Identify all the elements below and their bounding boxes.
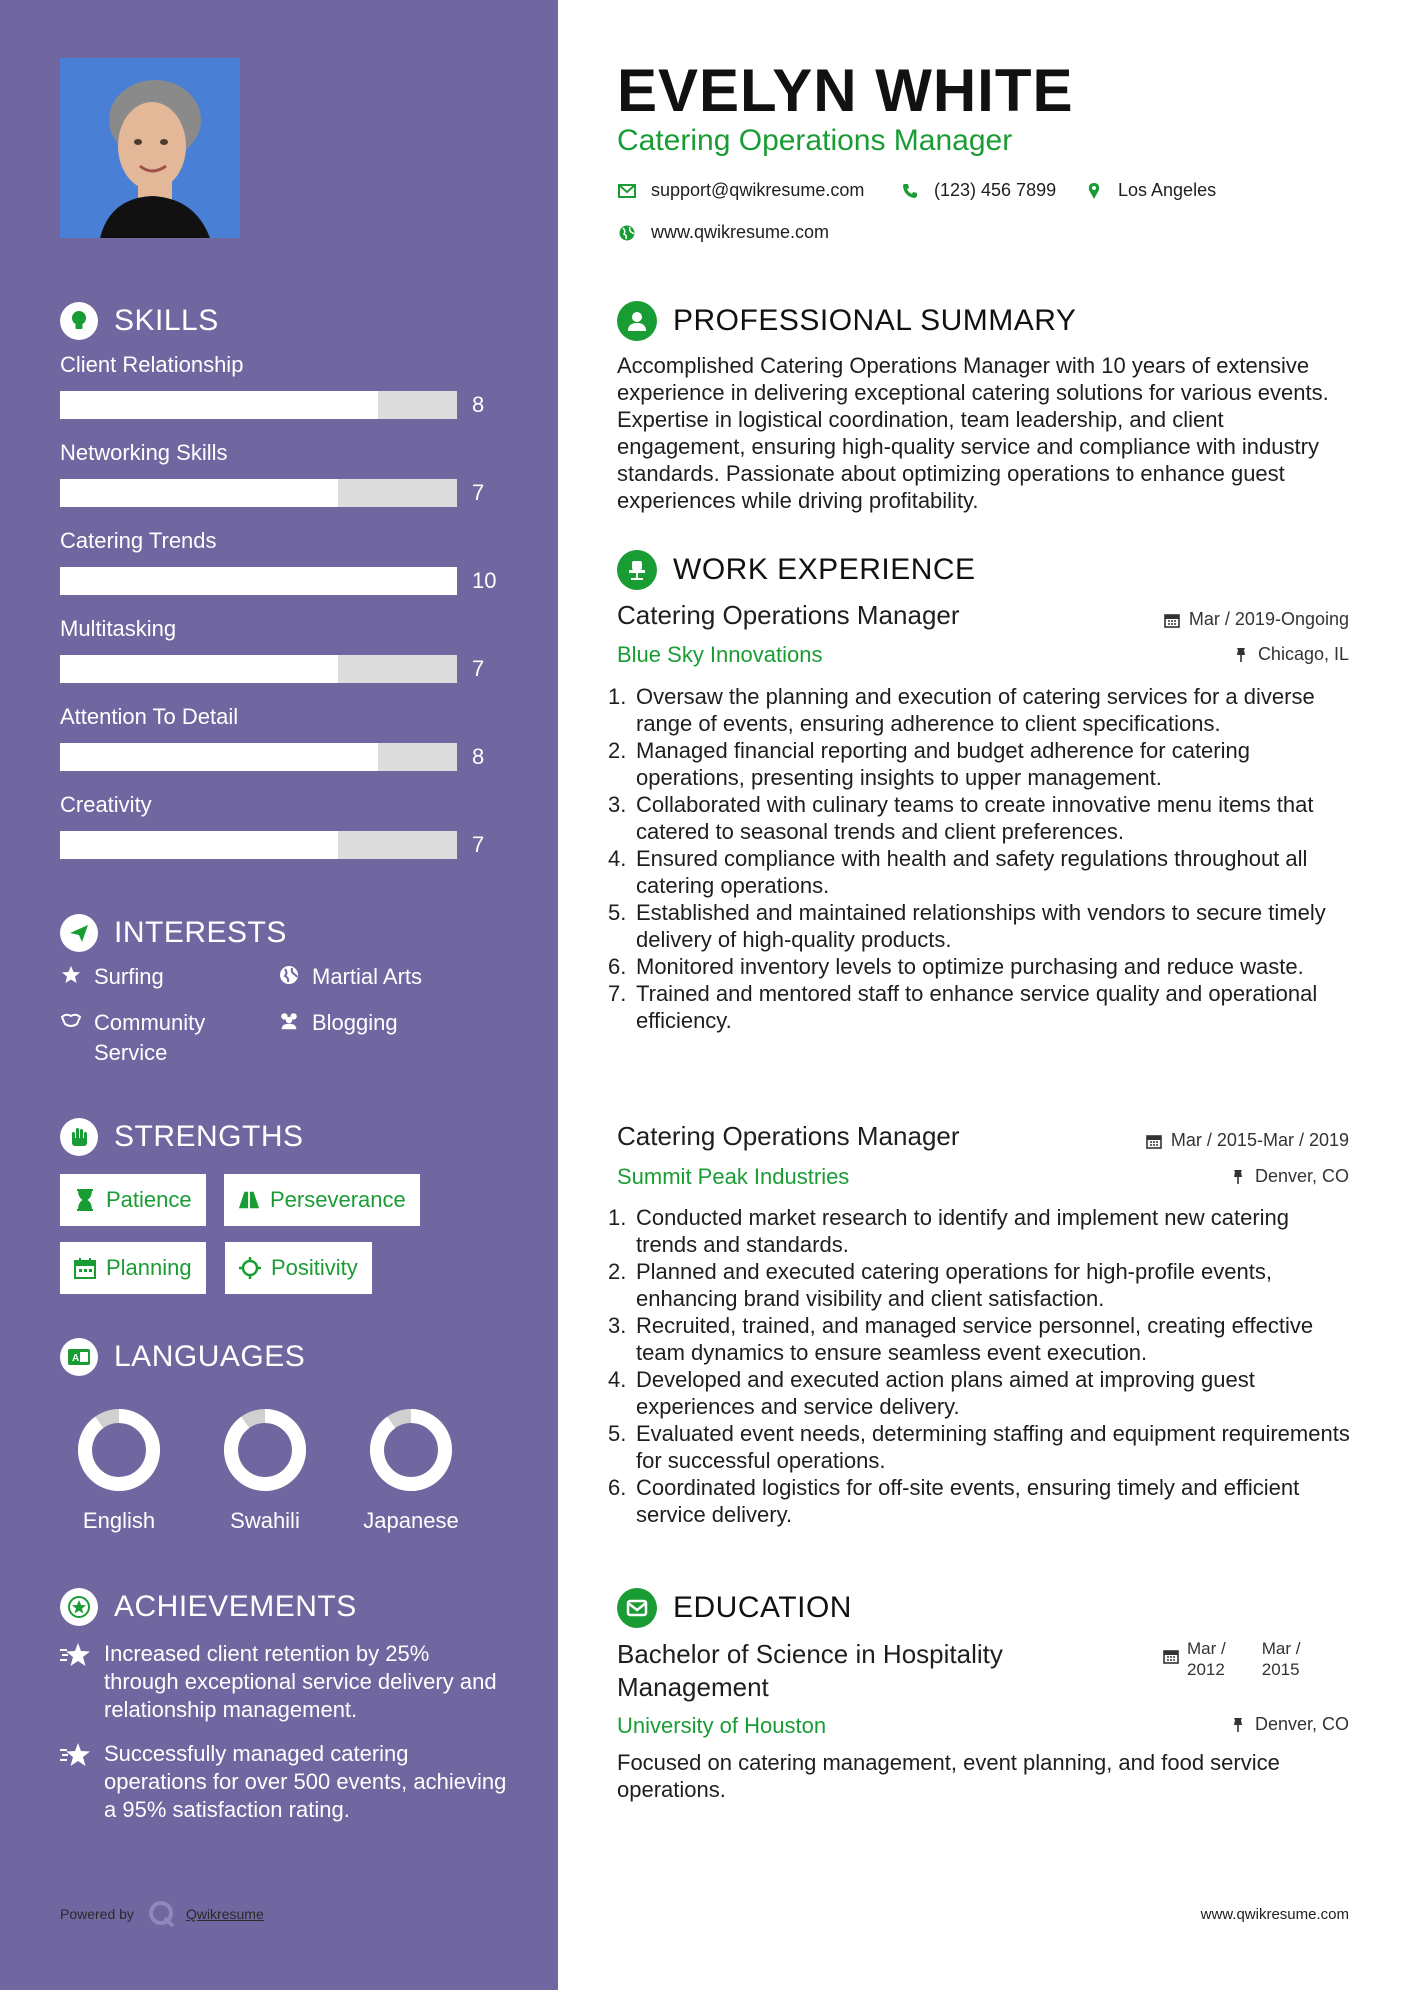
job-responsibilities bbox=[608, 1204, 1356, 1528]
job-title: Catering Operations Manager bbox=[617, 1121, 960, 1151]
language-ring-fill bbox=[85, 1416, 153, 1484]
skill-bar-fill bbox=[60, 567, 457, 595]
contact-website[interactable]: www.qwikresume.com bbox=[617, 222, 829, 243]
job-company: Blue Sky Innovations bbox=[617, 642, 823, 667]
skill-name: Multitasking bbox=[60, 616, 177, 641]
strength-chip: Positivity bbox=[225, 1242, 372, 1294]
list-item bbox=[608, 1312, 1356, 1366]
globe-icon bbox=[617, 223, 637, 243]
list-number: 4. bbox=[608, 846, 627, 871]
achievement-item: Increased client retention by 25% through exceptional service delivery and relationship management. bbox=[60, 1640, 510, 1724]
contact-phone[interactable]: (123) 456 7899 bbox=[900, 180, 1056, 201]
envelope-icon bbox=[617, 181, 637, 201]
achievements-heading: ACHIEVEMENTS bbox=[60, 1588, 357, 1626]
pushpin-icon bbox=[1232, 646, 1250, 664]
education-description: Focused on catering management, event planning, and food service operations. bbox=[617, 1750, 1280, 1802]
paper-plane-icon bbox=[60, 914, 98, 952]
interest-item: Community Service bbox=[60, 1008, 250, 1068]
job-responsibilities bbox=[608, 683, 1356, 1034]
list-item-text: Trained and mentored staff to enhance service quality and operational efficiency. bbox=[636, 981, 1318, 1033]
calendar-icon bbox=[1163, 611, 1181, 629]
candidate-name: EVELYN WHITE bbox=[617, 57, 1074, 124]
list-number: 6. bbox=[608, 954, 627, 979]
list-number: 5. bbox=[608, 1421, 627, 1446]
calendar-icon bbox=[1145, 1132, 1163, 1150]
job-location: Denver, CO bbox=[1229, 1166, 1349, 1187]
contact-location: Los Angeles bbox=[1084, 180, 1216, 201]
sidebar bbox=[0, 0, 558, 1990]
list-item bbox=[608, 1474, 1356, 1528]
list-number: 1. bbox=[608, 684, 627, 709]
calendar-icon bbox=[74, 1257, 96, 1279]
list-item-text: Collaborated with culinary teams to create innovative menu items that catered to seasonal trends and client preferences. bbox=[636, 792, 1314, 844]
list-number: 5. bbox=[608, 900, 627, 925]
language-ring bbox=[338, 1400, 484, 1505]
interest-item: Blogging bbox=[278, 1008, 398, 1038]
skill-value: 10 bbox=[472, 568, 497, 593]
education-dates bbox=[1163, 1638, 1300, 1680]
language-donut-chart bbox=[361, 1400, 461, 1500]
list-number: 3. bbox=[608, 792, 627, 817]
interest-item: Surfing bbox=[60, 962, 164, 992]
skill-bar-fill bbox=[60, 391, 378, 419]
skill-bar bbox=[60, 479, 457, 507]
avatar bbox=[60, 58, 240, 238]
skill-bar-fill bbox=[60, 655, 338, 683]
list-number: 4. bbox=[608, 1367, 627, 1392]
list-item bbox=[608, 1204, 1356, 1258]
list-item-text: Developed and executed action plans aimed at improving guest experiences and service delivery. bbox=[636, 1367, 1255, 1419]
chair-icon bbox=[617, 550, 657, 590]
road-icon bbox=[238, 1189, 260, 1211]
skill-name: Networking Skills bbox=[60, 440, 228, 465]
skill-bar bbox=[60, 567, 457, 595]
job-title: Catering Operations Manager bbox=[617, 600, 960, 630]
job-dates: Mar / 2015-Mar / 2019 bbox=[1145, 1130, 1349, 1151]
language-name: Swahili bbox=[230, 1508, 300, 1533]
strength-chip: Planning bbox=[60, 1242, 206, 1294]
school-name: University of Houston bbox=[617, 1713, 827, 1738]
footer-website[interactable]: www.qwikresume.com bbox=[1200, 1906, 1349, 1923]
qwikresume-logo-icon bbox=[148, 1900, 176, 1928]
profile-photo bbox=[60, 58, 240, 238]
hand-icon bbox=[60, 1118, 98, 1156]
skill-bar bbox=[60, 831, 457, 859]
skill-name: Creativity bbox=[60, 792, 152, 817]
calendar-icon bbox=[1163, 1648, 1179, 1680]
map-pin-icon bbox=[1084, 181, 1104, 201]
skill-value: 7 bbox=[472, 480, 485, 505]
skill-bar bbox=[60, 391, 457, 419]
language-name: English bbox=[82, 1508, 156, 1533]
skill-bar-fill bbox=[60, 479, 338, 507]
list-number: 1. bbox=[608, 1205, 627, 1230]
candidate-role: Catering Operations Manager bbox=[617, 124, 1013, 157]
skill-value: 7 bbox=[472, 832, 485, 857]
globe-icon bbox=[278, 965, 300, 985]
summary-heading: PROFESSIONAL SUMMARY bbox=[617, 301, 1076, 341]
users-icon bbox=[278, 1011, 300, 1031]
qwikresume-link[interactable]: Qwikresume bbox=[185, 1906, 264, 1922]
strength-chip: Perseverance bbox=[224, 1174, 420, 1226]
list-item bbox=[608, 899, 1356, 953]
education-end: Mar / 2015 bbox=[1261, 1639, 1301, 1679]
list-item-text: Established and maintained relationships with vendors to secure timely delivery of high-quality products. bbox=[636, 900, 1326, 952]
education-start: Mar / 2012 bbox=[1187, 1639, 1226, 1679]
list-number: 3. bbox=[608, 1313, 627, 1338]
list-number: 2. bbox=[608, 1259, 627, 1284]
award-icon bbox=[60, 1588, 98, 1626]
skill-value: 7 bbox=[472, 656, 485, 681]
list-item bbox=[608, 1420, 1356, 1474]
achievement-item: Successfully managed catering operations for over 500 events, achieving a 95% satisfaction rating. bbox=[60, 1740, 510, 1824]
interests-heading: INTERESTS bbox=[60, 914, 287, 952]
summary-text: Accomplished Catering Operations Manager with 10 years of extensive experience in delivering exceptional catering solutions for various events. Expertise in logistical coordination, team leadership, and client engagement, ensuring high-quality service and compliance with industry standards. Passionate about optimizing operations to enhance guest experiences while driving profitability. bbox=[617, 353, 1329, 513]
skill-name: Catering Trends bbox=[60, 528, 217, 553]
list-item-text: Monitored inventory levels to optimize purchasing and reduce waste. bbox=[636, 954, 1304, 979]
language-icon bbox=[60, 1338, 98, 1376]
strength-chip: Patience bbox=[60, 1174, 206, 1226]
list-item bbox=[608, 737, 1356, 791]
hourglass-icon bbox=[74, 1189, 96, 1211]
skill-name: Client Relationship bbox=[60, 352, 244, 377]
language-ring-fill bbox=[377, 1416, 445, 1484]
svg-text:A: A bbox=[72, 1353, 80, 1364]
handshake-icon bbox=[60, 1011, 82, 1029]
skill-bar bbox=[60, 655, 457, 683]
language-donut-chart bbox=[69, 1400, 169, 1500]
list-item-text: Managed financial reporting and budget adherence for catering operations, presenting insights to upper management. bbox=[636, 738, 1250, 790]
list-item bbox=[608, 953, 1356, 980]
list-item-text: Oversaw the planning and execution of catering services for a diverse range of events, ensuring adherence to client specifications. bbox=[636, 684, 1315, 736]
list-number: 2. bbox=[608, 738, 627, 763]
skill-bar-fill bbox=[60, 743, 378, 771]
education-heading: EDUCATION bbox=[617, 1588, 852, 1628]
user-icon bbox=[617, 301, 657, 341]
pushpin-icon bbox=[1229, 1716, 1247, 1734]
list-number: 7. bbox=[608, 981, 627, 1006]
list-item bbox=[608, 980, 1356, 1034]
strengths-heading: STRENGTHS bbox=[60, 1118, 304, 1156]
powered-by: Powered by Qwikresume bbox=[60, 1900, 264, 1928]
experience-heading: WORK EXPERIENCE bbox=[617, 550, 976, 590]
list-item-text: Evaluated event needs, determining staffing and equipment requirements for successful operations. bbox=[636, 1421, 1350, 1473]
list-item-text: Planned and executed catering operations for high-profile events, enhancing brand visibility and client satisfaction. bbox=[636, 1259, 1272, 1311]
list-item-text: Coordinated logistics for off-site events, ensuring timely and efficient service delivery. bbox=[636, 1475, 1300, 1527]
list-item bbox=[608, 683, 1356, 737]
job-dates: Mar / 2019-Ongoing bbox=[1163, 609, 1349, 630]
skill-name: Attention To Detail bbox=[60, 704, 239, 729]
skill-value: 8 bbox=[472, 392, 485, 417]
skill-bar bbox=[60, 743, 457, 771]
list-item-text: Conducted market research to identify and implement new catering trends and standards. bbox=[636, 1205, 1290, 1257]
language-ring bbox=[46, 1400, 192, 1505]
skill-value: 8 bbox=[472, 744, 485, 769]
list-item bbox=[608, 791, 1356, 845]
list-item bbox=[608, 1366, 1356, 1420]
pushpin-icon bbox=[1229, 1168, 1247, 1186]
list-item bbox=[608, 845, 1356, 899]
job-location: Chicago, IL bbox=[1232, 644, 1349, 665]
star-burst-icon bbox=[60, 1742, 92, 1773]
list-number: 6. bbox=[608, 1475, 627, 1500]
skill-bar-fill bbox=[60, 831, 338, 859]
graduation-icon bbox=[617, 1588, 657, 1628]
skills-heading: SKILLS bbox=[60, 302, 219, 340]
education-location: Denver, CO bbox=[1229, 1714, 1349, 1735]
list-item bbox=[608, 1258, 1356, 1312]
job-company: Summit Peak Industries bbox=[617, 1164, 850, 1189]
star-burst-icon bbox=[60, 1642, 92, 1673]
contact-email[interactable]: support@qwikresume.com bbox=[617, 180, 864, 201]
list-item-text: Recruited, trained, and managed service personnel, creating effective team dynamics to ensure seamless event execution. bbox=[636, 1313, 1314, 1365]
interest-item: Martial Arts bbox=[278, 962, 422, 992]
degree-title: Bachelor of Science in Hospitality Management bbox=[617, 1639, 1003, 1702]
language-name: Japanese bbox=[363, 1508, 459, 1533]
star-icon bbox=[60, 965, 82, 985]
sun-icon bbox=[239, 1257, 261, 1279]
language-ring bbox=[192, 1400, 338, 1505]
lightbulb-icon bbox=[60, 302, 98, 340]
language-ring-fill bbox=[231, 1416, 299, 1484]
languages-heading: A LANGUAGES bbox=[60, 1338, 305, 1376]
language-donut-chart bbox=[215, 1400, 315, 1500]
phone-icon bbox=[900, 181, 920, 201]
list-item-text: Ensured compliance with health and safety regulations throughout all catering operations. bbox=[636, 846, 1308, 898]
